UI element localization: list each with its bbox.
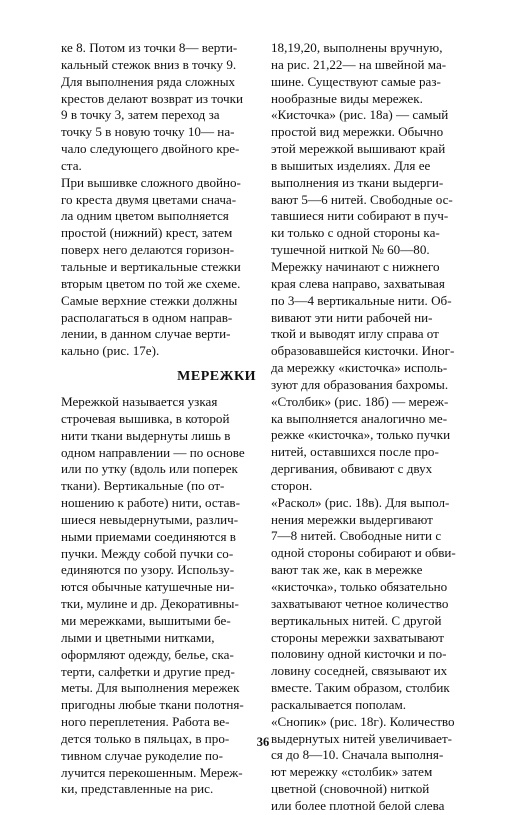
text-line: нити ткани выдернуты лишь в (61, 427, 231, 443)
text-line: ки, представленные на рис. (61, 781, 214, 797)
text-line: Мережкой называется узкая (61, 394, 218, 410)
text-line: го креста двумя цветами снача- (61, 191, 237, 207)
text-line: зуют для образования бахромы. (271, 376, 449, 392)
text-line: дергивания, обвивают с двух (271, 461, 433, 477)
text-line: вивают эти нити рабочей ни- (271, 309, 433, 325)
text-line: Самые верхние стежки должны (61, 292, 238, 308)
text-line: ного переплетения. Работа ве- (61, 714, 230, 730)
text-line: При вышивке сложного двойно- (61, 174, 241, 190)
text-line: режке «кисточка», только пучки (271, 427, 451, 443)
text-line: тавшиеся нити собирают в пуч- (271, 208, 449, 224)
text-line: да мережку «кисточка» исполь- (271, 360, 448, 376)
text-line: на рис. 21,22— на швейной ма- (271, 56, 447, 72)
text-line: образовавшейся кисточки. Иног- (271, 343, 455, 359)
text-line: меты. Для выполнения мережек (61, 680, 240, 696)
text-line: или более плотной белой слева (271, 797, 445, 813)
text-line: «Кисточка» (рис. 18а) — самый (271, 107, 449, 123)
text-line: тальные и вертикальные стежки (61, 258, 241, 274)
text-line: кально (рис. 17е). (61, 343, 160, 359)
text-line: или по утку (вдоль или поперек (61, 461, 238, 477)
text-line: ются обычные катушечные ни- (61, 579, 235, 595)
text-line: пригодны любые ткани полотня- (61, 697, 244, 713)
text-line: нитей, оставшихся после про- (271, 444, 439, 460)
text-line: сторон. (271, 477, 313, 493)
text-line: края слева направо, захватывая (271, 275, 445, 291)
text-line: этой мережкой вышивают край (271, 141, 446, 157)
text-line: вают так же, как в мережке (271, 562, 423, 578)
left-column (61, 40, 256, 798)
text-line: захватывают четное количество (271, 595, 449, 611)
text-line: пучки. Между собой пучки со- (61, 545, 234, 561)
right-column (271, 40, 471, 815)
text-line: выдернутых нитей увеличивает- (271, 730, 453, 746)
text-line: раскалывается пополам. (271, 696, 407, 712)
text-line: дется только в пяльцах, в про- (61, 730, 230, 746)
text-line: нения мережки выдергивают (271, 511, 433, 527)
text-line: ста. (61, 157, 82, 173)
text-line: «Снопик» (рис. 18г). Количество (271, 713, 455, 729)
text-line: 18,19,20, выполнены вручную, (271, 40, 443, 55)
page-number: 36 (256, 735, 270, 749)
text-line: Мережку начинают с нижнего (271, 258, 440, 274)
text-line: «Раскол» (рис. 18в). Для выпол- (271, 494, 450, 510)
text-line: нообразные виды мережек. (271, 90, 423, 106)
text-line: простой (нижний) крест, затем (61, 225, 233, 241)
text-line: «кисточка», только обязательно (271, 579, 448, 594)
spacer (61, 386, 256, 394)
text-line: ка выполняется аналогично ме- (271, 410, 448, 426)
paragraph-kistochka (271, 40, 471, 495)
text-line: ла одним цветом выполняется (61, 208, 229, 224)
text-line: простой вид мережки. Обычно (271, 124, 444, 140)
text-line: строчевая вышивка, в которой (61, 410, 230, 426)
text-line: ткани). Вертикальные (по от- (61, 478, 225, 494)
text-line: тки, мулине и др. Декоративны- (61, 596, 239, 612)
text-line: вают 5—6 нитей. Свободные ос- (271, 191, 453, 207)
text-line: ке 8. Потом из точки 8— верти- (61, 40, 238, 55)
text-line: ткой и выводят иглу справа от (271, 326, 439, 342)
text-line: точку 5 в новую точку 10— на- (61, 124, 235, 140)
spacer (61, 360, 256, 368)
text-line: тивном случае рукоделие по- (61, 747, 223, 763)
text-line: ными приемами соединяются в (61, 528, 236, 544)
text-line: ловину соседней, связывают их (271, 663, 448, 679)
text-line: ки только с одной стороны ка- (271, 225, 440, 241)
paragraph-double-cross-end (61, 40, 256, 175)
text-line: чало следующего двойного кре- (61, 141, 240, 157)
text-line: вертикальных нитей. С другой (271, 612, 442, 628)
text-line: ют мережку «столбик» затем (271, 764, 433, 780)
text-line: одном направлении — по основе (61, 444, 245, 460)
text-line: терти, салфетки и другие пред- (61, 663, 235, 679)
text-line: лучится перекошенным. Мереж- (61, 764, 243, 780)
text-line: располагаться в одном направ- (61, 309, 233, 325)
text-line: 9 в точку 3, затем переход за (61, 107, 220, 123)
text-line: ношению к работе) нити, остав- (61, 495, 240, 511)
text-line: шиеся невыдернутыми, различ- (61, 511, 239, 527)
text-line: поверх него делаются горизон- (61, 242, 235, 258)
text-line: единяются по узору. Использу- (61, 562, 235, 578)
text-line: оформляют одежду, белье, ска- (61, 646, 234, 662)
paragraph-two-colors (61, 175, 256, 360)
text-line: 7—8 нитей. Свободные нити с (271, 528, 442, 544)
text-line: вторым цветом по той же схеме. (61, 275, 241, 291)
text-line: лыми и цветными нитками, (61, 629, 215, 645)
paragraph-raskol (271, 495, 471, 714)
text-line: стороны мережки захватывают (271, 629, 444, 645)
text-line: по 3—4 вертикальные нити. Об- (271, 292, 452, 308)
text-line: кальный стежок вниз в точку 9. (61, 56, 237, 72)
text-line: «Столбик» (рис. 18б) — мереж- (271, 393, 449, 409)
text-line: в вышитых изделиях. Для ее (271, 157, 431, 173)
text-line: Для выполнения ряда сложных (61, 73, 236, 89)
text-line: выполнения из ткани выдерги- (271, 174, 444, 190)
section-heading: МЕРЕЖКИ (177, 369, 256, 385)
text-line: одной стороны собирают и обви- (271, 545, 456, 561)
text-line: вместе. Таким образом, столбик (271, 680, 450, 696)
text-line: цветной (сновочной) ниткой (271, 781, 430, 797)
text-line: ми мережками, вышитыми бе- (61, 613, 231, 628)
text-line: тушечной ниткой № 60—80. (271, 242, 430, 258)
text-line: шине. Существуют самые раз- (271, 73, 441, 89)
text-line: лении, в данном случае верти- (61, 326, 231, 342)
text-line: ся до 8—10. Сначала выполня- (271, 747, 444, 763)
text-line: крестов делают возврат из точки (61, 90, 244, 106)
text-line: половину одной кисточки и по- (271, 646, 447, 662)
